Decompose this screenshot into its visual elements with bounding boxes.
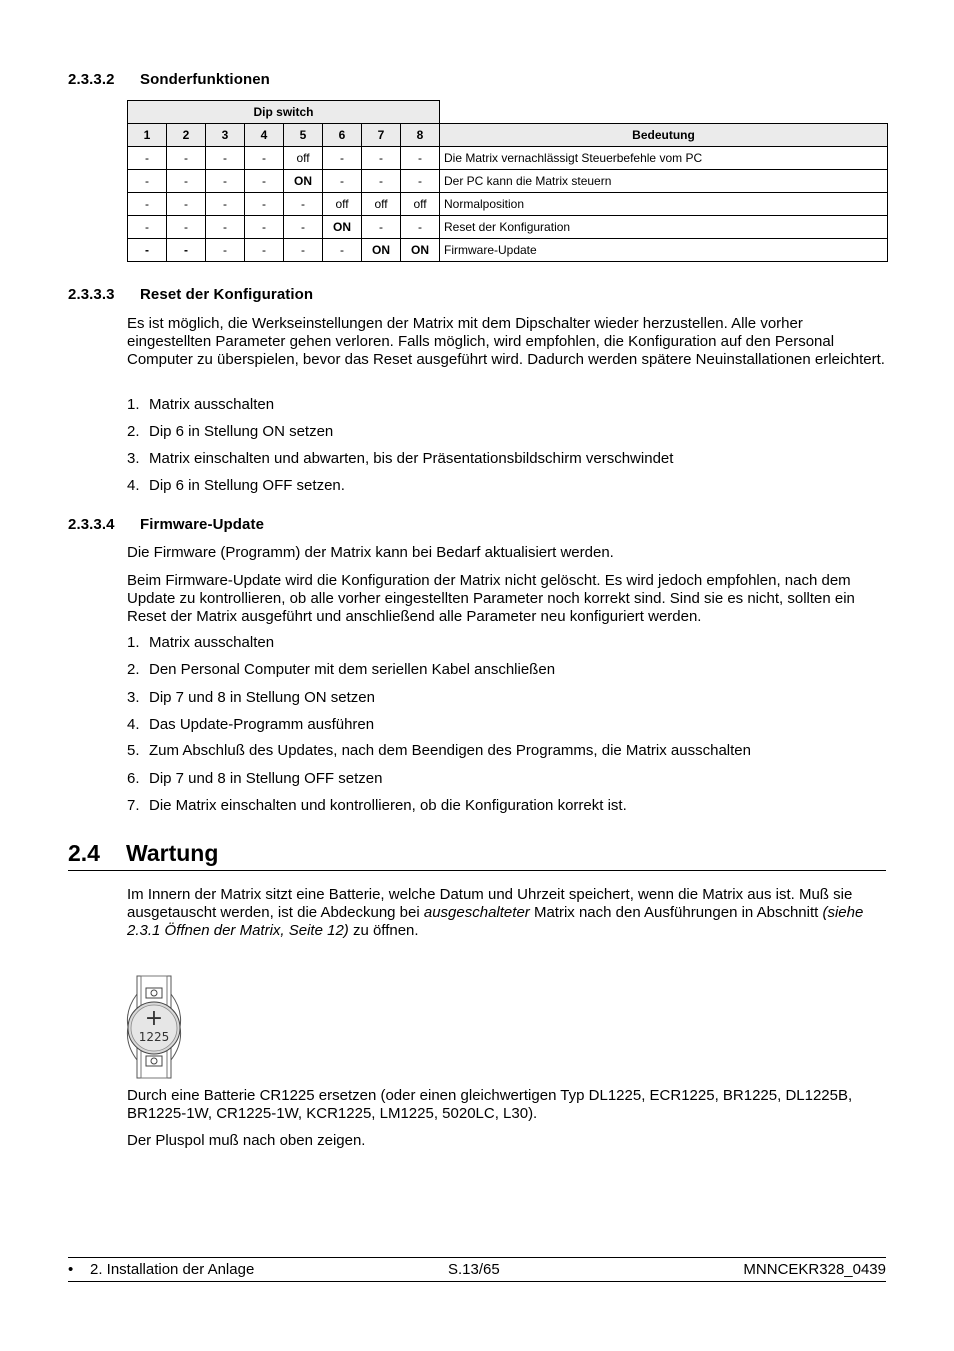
dip-switch-table [127,100,888,262]
chapter-number: 2.4 [68,840,100,866]
list-item [127,477,345,495]
dip-cell: off [323,192,362,215]
dip-cell: - [128,238,167,261]
list-item-text: Die Matrix einschalten und kontrollieren, ob die Konfiguration korrekt ist. [149,797,627,814]
footer-page-number: S.13/65 [448,1261,500,1278]
list-item-text: Zum Abschluß des Updates, nach dem Beendigen des Programms, die Matrix ausschalten [149,742,751,759]
section-heading-firmware [68,516,264,533]
list-item-number: 7. [127,797,140,814]
battery-plus-sign: + [144,1006,164,1031]
table-row [128,192,888,215]
dip-cell: ON [323,215,362,238]
bedeutung-cell: Normalposition [440,192,888,215]
section-title: Sonderfunktionen [140,71,270,88]
dip-column-header: 6 [323,123,362,146]
dip-cell: - [245,238,284,261]
list-item-number: 4. [127,477,140,494]
list-item [127,396,274,414]
dip-cell: - [206,192,245,215]
dip-cell: - [128,169,167,192]
section-heading-sonderfunktionen [68,71,270,88]
list-item-text: Dip 7 und 8 in Stellung ON setzen [149,689,375,706]
section-number: 2.3.3.4 [68,516,115,533]
dip-column-header: 2 [167,123,206,146]
footer-top-rule [68,1257,886,1258]
dip-cell: - [284,215,323,238]
dip-cell: - [206,146,245,169]
dip-cell: - [167,192,206,215]
table-header-row [128,123,888,146]
dip-cell: - [323,146,362,169]
list-item-text: Den Personal Computer mit dem seriellen Kabel anschließen [149,661,556,678]
battery-label: 1225 [138,1030,170,1044]
list-item [127,450,673,468]
wartung-intro-paragraph [127,886,889,940]
dip-cell: - [206,169,245,192]
reset-intro-paragraph: Es ist möglich, die Werkseinstellungen der Matrix mit dem Dipschalter wieder herzustellen. Alle vorher eingestellten Parameter gehen verloren. Falls möglich, wird empfohlen, die Konfiguration auf den Personal Computer zu überspielen, bevor das Reset ausgeführt wird. Dadurch werden spätere Neuinstallationen erleichtert. [127,315,885,368]
dip-cell: ON [362,238,401,261]
dip-cell: - [167,169,206,192]
dip-cell: - [362,146,401,169]
list-item-number: 4. [127,716,140,733]
dip-cell: - [245,146,284,169]
dip-cell: - [128,215,167,238]
list-item-number: 3. [127,450,140,467]
dip-column-header: 3 [206,123,245,146]
dip-cell: off [284,146,323,169]
section-title: Firmware-Update [140,516,265,533]
list-item-number: 6. [127,770,140,787]
list-item-text: Dip 7 und 8 in Stellung OFF setzen [149,770,383,787]
heading-rule [68,870,886,871]
table-row [128,238,888,261]
list-item-number: 2. [127,423,140,440]
list-item-text: Matrix ausschalten [149,396,275,413]
dip-column-header: 4 [245,123,284,146]
dip-column-header: 8 [401,123,440,146]
list-item-text: Dip 6 in Stellung ON setzen [149,423,334,440]
dip-cell: - [245,215,284,238]
chapter-title: Wartung [126,840,219,866]
list-item-number: 1. [127,396,140,413]
dip-cell: - [128,192,167,215]
dip-cell: - [167,238,206,261]
dip-cell: - [401,169,440,192]
list-item [127,634,274,652]
wartung-text: Matrix nach den Ausführungen in Abschnitt [529,904,823,921]
firmware-intro-paragraph: Die Firmware (Programm) der Matrix kann bei Bedarf aktualisiert werden. [127,544,614,561]
list-item-text: Matrix ausschalten [149,634,275,651]
section-heading-reset [68,286,313,303]
dip-cell: - [323,169,362,192]
footer-bottom-rule [68,1281,886,1282]
bedeutung-column-header: Bedeutung [440,123,888,146]
dip-cell: - [401,215,440,238]
list-item-text: Matrix einschalten und abwarten, bis der Präsentationsbildschirm verschwindet [149,450,674,467]
dip-cell: - [362,169,401,192]
dip-column-header: 7 [362,123,401,146]
list-item [127,661,555,679]
dip-cell: - [284,192,323,215]
section-number: 2.3.3.3 [68,286,115,303]
list-item-number: 3. [127,689,140,706]
battery-replacement-paragraph: Durch eine Batterie CR1225 ersetzen (oder einen gleichwertigen Typ DL1225, ECR1225, BR1225, DL1225B, BR1225-1W, CR1225-1W, KCR1225, LM1225, 5020LC, L30). [127,1087,853,1122]
dip-switch-group-header: Dip switch [128,101,440,124]
dip-cell: - [128,146,167,169]
section-title: Reset der Konfiguration [140,286,314,303]
table-row [128,169,888,192]
table-row [128,215,888,238]
footer-document-id: MNNCEKR328_0439 [743,1261,886,1278]
chapter-heading-wartung [68,840,218,867]
list-item [127,689,375,707]
list-item-text: Das Update-Programm ausführen [149,716,375,733]
table-row [128,146,888,169]
footer-chapter: 2. Installation der Anlage [90,1261,255,1278]
list-item [127,716,374,734]
list-item-number: 2. [127,661,140,678]
firmware-note-paragraph: Beim Firmware-Update wird die Konfiguration der Matrix nicht gelöscht. Es wird jedoch empfohlen, nach dem Update zu kontrollieren, ob alle vorher eingestellten Parameter noch korrekt sind. Sind sie es nicht, sollten ein Reset der Matrix ausgeführt und anschließend alle Parameter neu konfiguriert werden. [127,572,855,625]
wartung-text: zu öffnen. [348,922,419,939]
dip-cell: - [245,192,284,215]
wartung-emphasis: ausgeschalteter [423,904,530,921]
dip-column-header: 1 [128,123,167,146]
dip-cell: - [362,215,401,238]
section-number: 2.3.3.2 [68,71,115,88]
dip-cell: off [362,192,401,215]
bedeutung-cell: Der PC kann die Matrix steuern [440,169,888,192]
dip-cell: ON [284,169,323,192]
dip-cell: - [167,215,206,238]
battery-polarity-paragraph: Der Pluspol muß nach oben zeigen. [127,1132,366,1149]
dip-cell: - [245,169,284,192]
section-reference-link: (siehe 2.3.1 Öffnen der Matrix, Seite 12) [127,904,864,939]
dip-cell: - [206,215,245,238]
dip-cell: - [167,146,206,169]
bedeutung-cell: Firmware-Update [440,238,888,261]
list-item [127,742,751,760]
footer-bullet: • [68,1261,74,1278]
list-item-number: 5. [127,742,140,759]
dip-cell: - [284,238,323,261]
dip-column-header: 5 [284,123,323,146]
list-item-text: Dip 6 in Stellung OFF setzen. [149,477,345,494]
bedeutung-cell: Die Matrix vernachlässigt Steuerbefehle vom PC [440,146,888,169]
dip-cell: ON [401,238,440,261]
dip-cell: - [206,238,245,261]
wartung-text: Im Innern der Matrix sitzt eine Batterie, welche Datum und Uhrzeit speichert, wenn die Matrix aus ist. Muß sie ausgetauscht werden, ist die Abdeckung bei [127,886,853,921]
list-item [127,797,627,815]
bedeutung-cell: Reset der Konfiguration [440,215,888,238]
list-item [127,770,382,788]
dip-cell: - [401,146,440,169]
list-item-number: 1. [127,634,140,651]
battery-holder-illustration [124,974,184,1080]
dip-cell: - [323,238,362,261]
list-item [127,423,333,441]
dip-cell: off [401,192,440,215]
